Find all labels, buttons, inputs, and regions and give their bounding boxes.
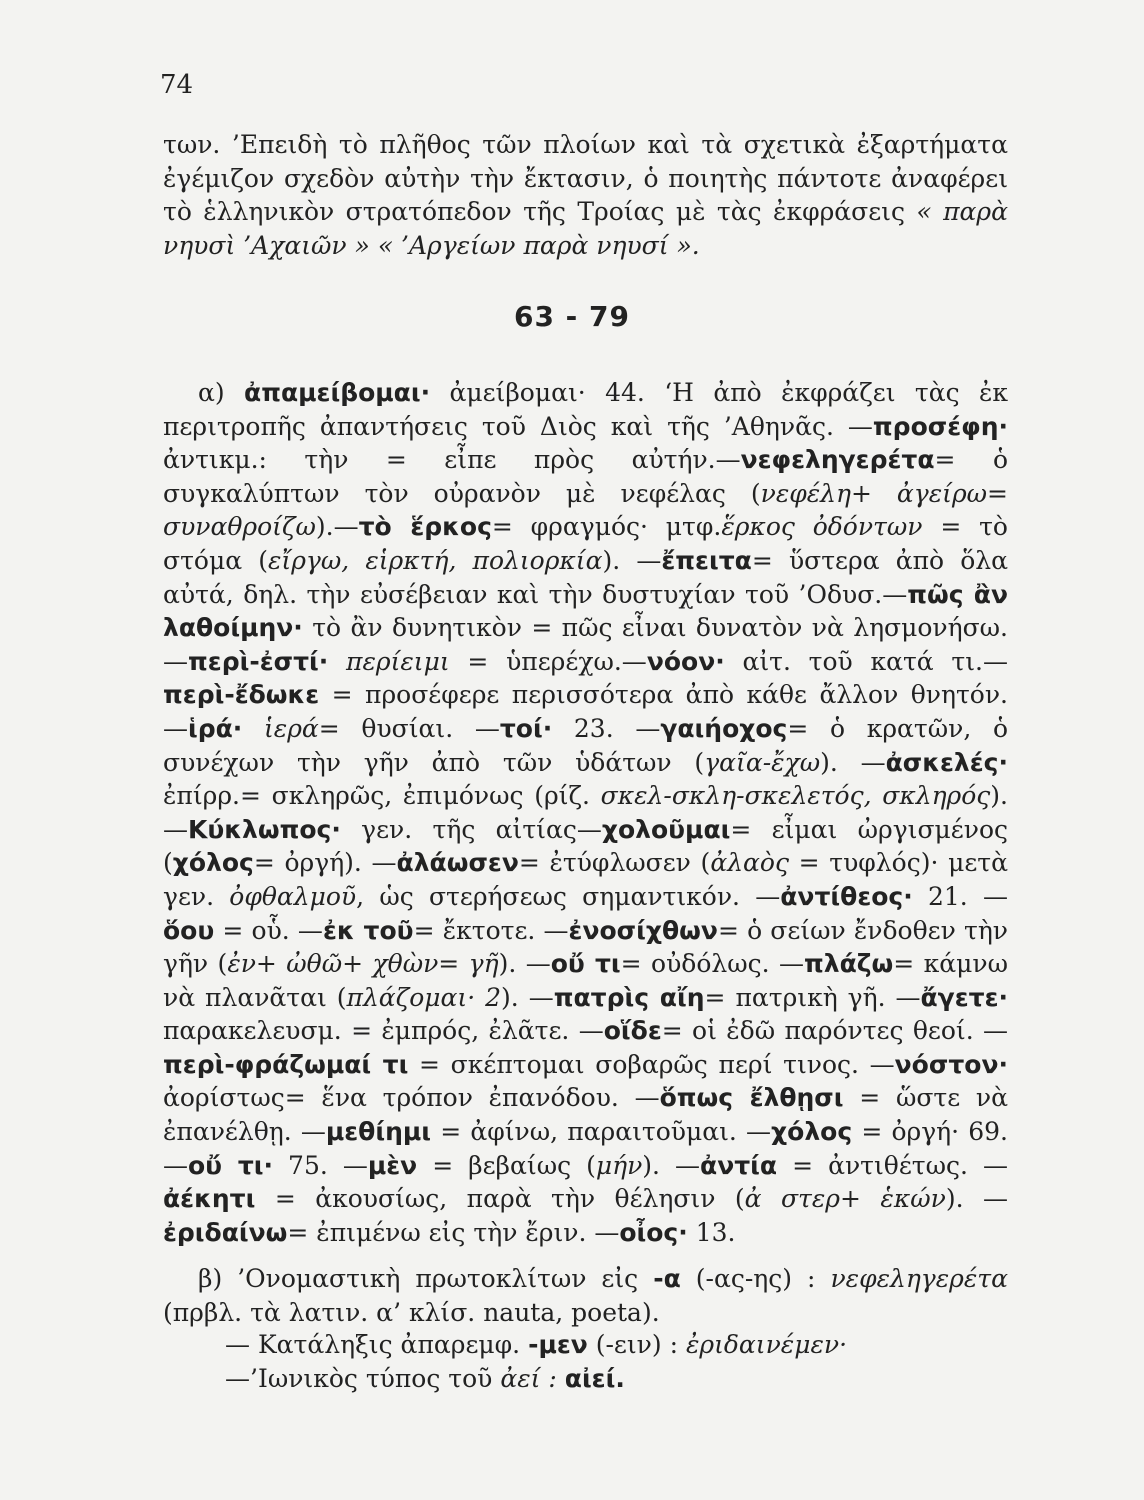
gloss-headword: χόλος [172, 848, 254, 878]
gloss-form: σκελ-σκλη-σκελετός, σκληρός [600, 781, 991, 811]
gloss-headword: οὔ τι [550, 949, 621, 979]
gloss-text: ἀορίστως= ἕνα τρόπον ἐπανόδου. — [163, 1083, 660, 1113]
sub1-example: ἐριδαινέμεν· [685, 1330, 848, 1359]
gloss-text: = ἐπιμένω εἰς τὴν ἔριν. — [287, 1217, 620, 1247]
gloss-form: ἐν+ ὠθῶ+ χθὼν= γῆ [227, 949, 499, 979]
gloss-form: ἱερά [263, 713, 319, 743]
gloss-headword: οἶος· [619, 1217, 688, 1247]
gloss-text: = πατρικὴ γῆ. — [704, 982, 921, 1012]
gloss-headword: ὅου [163, 915, 215, 945]
gloss-text: = ἀκουσίως, παρὰ τὴν θέλησιν ( [255, 1184, 745, 1214]
gloss-text: ). — [820, 747, 886, 777]
grammar-note-infinitive [225, 1330, 847, 1359]
gloss-text: = ὀργή). — [253, 848, 397, 878]
gloss-headword: ἄγετε· [920, 982, 1008, 1012]
gloss-text: ἐπίρρ.= σκληρῶς, ἐπιμόνως (ρίζ. [163, 781, 601, 811]
gloss-text: , ὡς στερήσεως σημαντικόν. — [356, 881, 781, 911]
gloss-form: πλάζομαι· 2 [346, 982, 502, 1012]
sub2-lead: —’Ιωνικὸς τύπος τοῦ [225, 1364, 501, 1393]
gloss-form: νεφέλη+ ἀγείρω= συναθροίζω [163, 478, 1008, 542]
gloss-headword: μὲν [367, 1150, 418, 1180]
gloss-headword: πατρὶς αἴη [553, 982, 705, 1012]
gloss-form: ὀφθαλμοῦ [229, 881, 357, 911]
gloss-form: ἕρκος ὀδόντων [721, 512, 923, 542]
beta-lead: β) ’Ονομαστικὴ πρωτοκλίτων εἰς [198, 1264, 654, 1293]
sub2-example: ἀεί : [500, 1364, 557, 1393]
gloss-headword: περὶ-ἐστί· [188, 646, 329, 676]
gloss-headword: περὶ-ἔδωκε [163, 680, 320, 710]
gloss-headword: ἐνοσίχθων [568, 915, 718, 945]
sub1-mid: (-ειν) : [587, 1330, 686, 1359]
gloss-text: = τὸ στόμα ( [163, 512, 1008, 575]
gloss-text: 13. [687, 1217, 736, 1247]
gloss-headword: περὶ-φράζωμαί τι [163, 1049, 409, 1079]
gloss-headword: τοί· [499, 713, 553, 743]
gloss-headword: γαιήοχος [660, 713, 788, 743]
gloss-text: = θυσίαι. — [318, 713, 500, 743]
gloss-headword: ἀπαμείβομαι· [244, 378, 431, 407]
gloss-text: τὸ ἂν δυνητικὸν = πῶς εἶναι δυνατὸν νὰ λησμονήσω.— [163, 613, 1008, 676]
intro-quote-2: « ’Αργείων παρὰ νηυσί ». [377, 230, 700, 260]
beta-mid: (-ας-ης) : [680, 1264, 831, 1293]
gloss-text: = ὑπερέχω.— [449, 646, 647, 676]
section-heading: 63 - 79 [513, 300, 631, 333]
gloss-text: παρακελευσμ. = ἐμπρός, ἐλᾶτε. — [163, 1016, 604, 1046]
beta-ending: -α [653, 1264, 681, 1293]
intro-quote-1: « παρὰ νηυσὶ ’Αχαιῶν » [163, 197, 1009, 260]
gloss-headword: ἀντία [700, 1150, 778, 1180]
gloss-text: 23. — [552, 713, 661, 743]
gloss-text: = ἐτύφλωσεν ( [518, 848, 711, 878]
gloss-text: = ὕστερα ἀπὸ ὅλα αὐτά, δηλ. τὴν εὐσέβειαν καὶ τὴν δυστυχίαν τοῦ ’Οδυσ.— [163, 545, 1009, 609]
gloss-form: ἀ στερ+ ἑκών [744, 1184, 946, 1214]
gloss-headword: ἀέκητι [163, 1184, 256, 1214]
gloss-headword: μεθίημι [325, 1117, 432, 1147]
beta-example: νεφεληγερέτα [830, 1264, 1008, 1293]
gloss-text: = οὐδόλως. — [620, 949, 805, 979]
gloss-headword: Κύκλωπος· [188, 814, 341, 844]
gloss-form: μήν [595, 1150, 643, 1180]
gloss-text [328, 647, 346, 676]
gloss-text: αἰτ. τοῦ κατά τι.— [724, 646, 1008, 676]
grammar-note-ionic [225, 1364, 625, 1393]
gloss-text: = ὀργή· 69.— [163, 1117, 1008, 1180]
sub1-ending: -μεν [528, 1330, 588, 1359]
gloss-text: = ἀφίνω, παραιτοῦμαι. — [431, 1117, 772, 1147]
page-number: 74 [160, 70, 194, 100]
gloss-text: = εἶμαι ὠργισμένος ( [163, 814, 1008, 878]
gloss-text: = ὥστε νὰ ἐπανέλθῃ. — [163, 1083, 1008, 1147]
gloss-headword: νεφεληγερέτα [740, 445, 935, 475]
gloss-form: περίειμι [346, 646, 450, 676]
gloss-text: = τυφλός)· μετὰ γεν. [163, 848, 1008, 911]
gloss-headword: ἐκ τοῦ [322, 915, 414, 945]
gloss-headword: πλάζω [804, 949, 894, 979]
gloss-form: εἴργω, εἱρκτή, πολιορκία [267, 545, 603, 575]
gloss-text: ἀντικμ.: τὴν = εἶπε πρὸς αὐτήν.— [163, 445, 741, 475]
gloss-headword: ἀσκελές· [885, 747, 1008, 777]
gloss-text: ). — [602, 545, 662, 575]
gloss-headword: ἀντίθεος· [780, 881, 913, 911]
gloss-headword: ἀλάωσεν [396, 848, 519, 878]
gloss-headword: νόον· [646, 646, 725, 676]
gloss-text [242, 714, 264, 743]
gloss-text: 21. — [912, 881, 1009, 911]
gloss-headword: χολοῦμαι [601, 814, 731, 844]
gloss-form: γαῖα-ἔχω [704, 747, 821, 777]
gloss-text: ). — [501, 982, 554, 1012]
gloss-headword: οἵδε [603, 1016, 662, 1046]
gloss-text: γεν. τῆς αἰτίας— [340, 814, 602, 844]
intro-paragraph [163, 128, 1008, 262]
gloss-text: = ὁ συγκαλύπτων τὸν οὐρανὸν μὲ νεφέλας ( [163, 445, 1008, 508]
gloss-headword: ὅπως ἔλθῃσι [659, 1083, 844, 1113]
gloss-text: ἀμείβομαι· 44. ‘Η ἀπὸ ἐκφράζει τὰς ἐκ περιτροπῆς ἀπαντήσεις τοῦ Διὸς καὶ τῆς ’Αθηνᾶς. — [163, 378, 1008, 441]
gloss-text: = κάμνω νὰ πλανᾶται ( [163, 949, 1009, 1012]
gloss-headword: χόλος [771, 1117, 853, 1147]
gloss-text: = φραγμός· μτφ. [491, 512, 722, 542]
gloss-text: ). — [498, 949, 551, 979]
gloss-text: = ἔκτοτε. — [413, 915, 569, 945]
gloss-headword: οὔ τι· [188, 1150, 274, 1180]
gloss-text: = βεβαίως ( [417, 1150, 596, 1180]
gloss-form: ἀλαὸς [710, 848, 789, 878]
gloss-headword: προσέφη· [872, 411, 1008, 441]
gloss-headword: τὸ ἕρκος [358, 512, 492, 542]
gloss-text: α) [198, 378, 245, 407]
gloss-headword: ἔπειτα [661, 545, 752, 575]
gloss-text: = ὁ κρατῶν, ὁ συνέχων τὴν γῆν ἀπὸ τῶν ὑδάτων ( [163, 713, 1008, 777]
gloss-text: 75. — [273, 1150, 368, 1180]
gloss-text: ). — [642, 1150, 701, 1180]
gloss-text: = σκέπτομαι σοβαρῶς περί τινος. — [408, 1049, 895, 1079]
gloss-headword: νόστον· [894, 1049, 1008, 1079]
glossary-paragraph [163, 376, 1008, 1249]
gloss-headword: ἐριδαίνω [163, 1217, 288, 1247]
beta-rest: (πρβλ. τὰ λατιν. α’ κλίσ. nauta, poeta). [163, 1297, 660, 1327]
gloss-text: = οὗ. — [214, 915, 323, 945]
sub1-lead: — Κατάληξις ἀπαρεμφ. [225, 1330, 529, 1359]
intro-text: των. ’Επειδὴ τὸ πλῆθος τῶν πλοίων καὶ τὰ σχετικὰ ἐξαρτήματα ἐγέμιζον σχεδὸν αὐτὴν τὴν ἔκτασιν, ὁ ποιητὴς πάντοτε ἀναφέρει τὸ ἑλληνικὸν στρατόπεδον τῆς Τροίας μὲ τὰς ἐκφράσεις [163, 130, 1008, 227]
gloss-headword: πῶς ἂν λαθοίμην· [163, 579, 1009, 643]
gloss-text: = προσέφερε περισσότερα ἀπὸ κάθε ἄλλον θνητόν. — [163, 680, 1008, 743]
gloss-text: = ὁ σείων ἔνδοθεν τὴν γῆν ( [163, 915, 1008, 979]
sub2-space [557, 1364, 565, 1393]
gloss-text: ).— [315, 512, 359, 542]
gloss-headword: ἱρά· [188, 713, 243, 743]
gloss-text: = ἀντιθέτως. — [777, 1150, 1008, 1180]
sub2-form: αἰεί. [564, 1364, 625, 1393]
gloss-text: ). — [163, 781, 1008, 844]
grammar-note-beta [163, 1262, 1008, 1329]
gloss-text: ). — [945, 1184, 1008, 1214]
gloss-text: = οἱ ἐδῶ παρόντες θεοί. — [661, 1016, 1008, 1046]
